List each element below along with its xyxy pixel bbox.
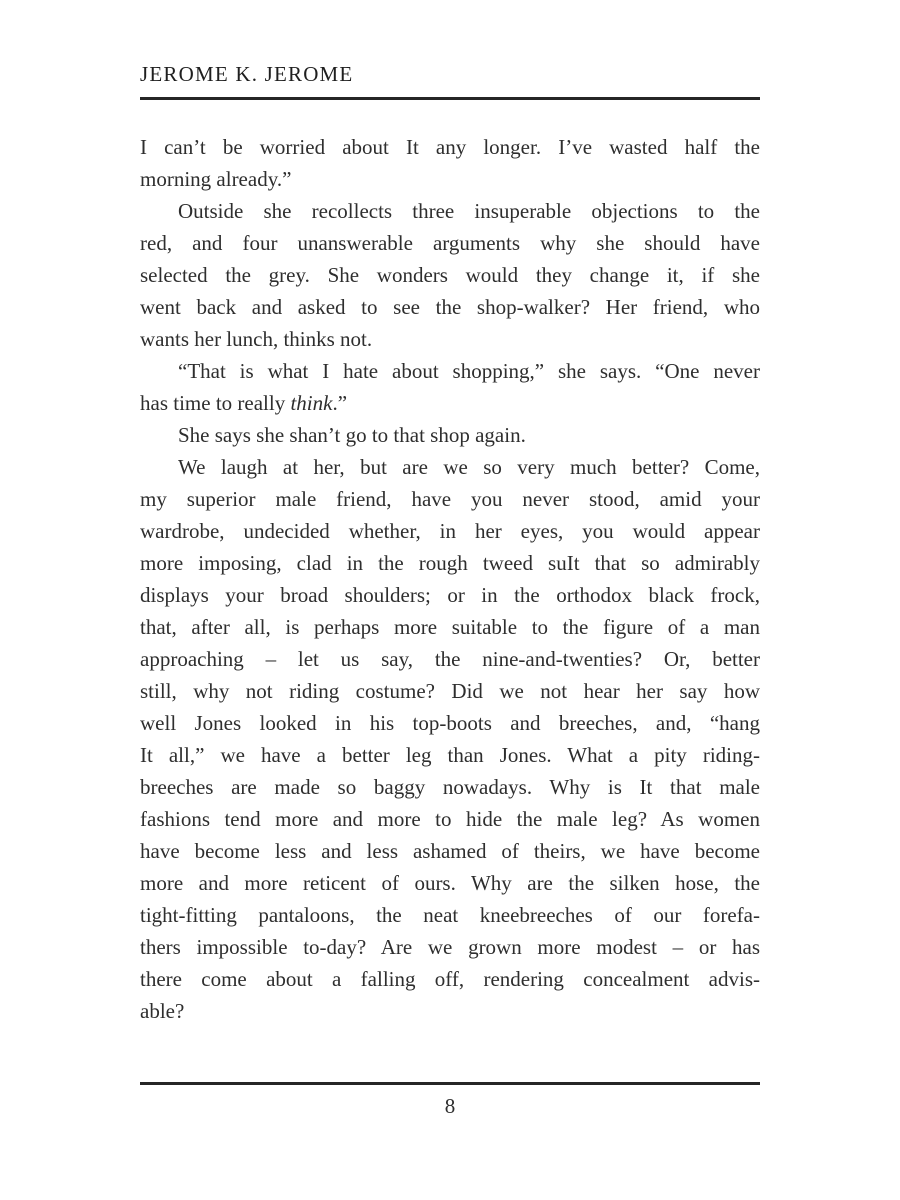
text-segment: red, and four unanswerable arguments why she should have (140, 231, 760, 255)
text-segment: tight-fitting pantaloons, the neat kneebreeches of our forefa- (140, 903, 760, 927)
text-block (140, 131, 760, 1027)
text-segment: wants her lunch, thinks not. (140, 327, 373, 351)
text-segment: went back and asked to see the shop-walker? Her friend, who (140, 295, 760, 319)
text-line (140, 451, 760, 483)
text-segment: fashions tend more and more to hide the male leg? As women (140, 807, 760, 831)
text-line (140, 419, 760, 451)
text-segment: She says she shan’t go to that shop again. (178, 423, 526, 447)
text-segment: .” (332, 391, 348, 415)
text-segment: has time to really (140, 391, 291, 415)
text-segment: Outside she recollects three insuperable objections to the (178, 199, 760, 223)
text-line (140, 323, 760, 355)
text-line (140, 483, 760, 515)
text-line (140, 707, 760, 739)
text-segment: approaching – let us say, the nine-and-twenties? Or, better (140, 647, 760, 671)
text-line (140, 387, 760, 419)
text-line (140, 259, 760, 291)
text-line (140, 963, 760, 995)
text-line (140, 643, 760, 675)
text-line (140, 131, 760, 163)
text-segment: that, after all, is perhaps more suitable to the figure of a man (140, 615, 760, 639)
text-segment: there come about a falling off, rendering concealment advis- (140, 967, 760, 991)
text-segment: We laugh at her, but are we so very much better? Come, (178, 455, 760, 479)
text-line (140, 675, 760, 707)
text-segment: I can’t be worried about It any longer. I’ve wasted half the (140, 135, 760, 159)
text-segment: thers impossible to-day? Are we grown more modest – or has (140, 935, 760, 959)
paragraph (140, 451, 760, 1027)
running-header: JEROME K. JEROME (140, 62, 354, 86)
paragraph (140, 131, 760, 195)
text-line (140, 803, 760, 835)
text-segment: It all,” we have a better leg than Jones. What a pity riding- (140, 743, 760, 767)
text-line (140, 227, 760, 259)
text-segment: more imposing, clad in the rough tweed suIt that so admirably (140, 551, 760, 575)
text-line (140, 547, 760, 579)
text-segment: displays your broad shoulders; or in the orthodox black frock, (140, 583, 760, 607)
text-line (140, 739, 760, 771)
text-segment: wardrobe, undecided whether, in her eyes, you would appear (140, 519, 760, 543)
text-line (140, 515, 760, 547)
footer-rule (140, 1082, 760, 1085)
text-line (140, 195, 760, 227)
text-line (140, 899, 760, 931)
text-segment: selected the grey. She wonders would they change it, if she (140, 263, 760, 287)
text-line (140, 771, 760, 803)
text-line (140, 355, 760, 387)
text-segment: still, why not riding costume? Did we not hear her say how (140, 679, 760, 703)
text-line (140, 163, 760, 195)
text-segment: my superior male friend, have you never stood, amid your (140, 487, 760, 511)
text-segment: more and more reticent of ours. Why are the silken hose, the (140, 871, 760, 895)
text-line (140, 867, 760, 899)
text-segment: “That is what I hate about shopping,” she says. “One never (178, 359, 760, 383)
text-segment: have become less and less ashamed of theirs, we have become (140, 839, 760, 863)
text-line (140, 611, 760, 643)
paragraph (140, 195, 760, 355)
text-line (140, 995, 760, 1027)
paragraph (140, 419, 760, 451)
text-segment: breeches are made so baggy nowadays. Why is It that male (140, 775, 760, 799)
text-segment: able? (140, 999, 185, 1023)
text-segment: well Jones looked in his top-boots and breeches, and, “hang (140, 711, 760, 735)
header-rule (140, 97, 760, 100)
page-number: 8 (444, 1094, 456, 1118)
italic-text: think (290, 391, 333, 415)
text-line (140, 931, 760, 963)
text-segment: morning already.” (140, 167, 292, 191)
text-line (140, 291, 760, 323)
paragraph (140, 355, 760, 419)
text-line (140, 835, 760, 867)
text-line (140, 579, 760, 611)
